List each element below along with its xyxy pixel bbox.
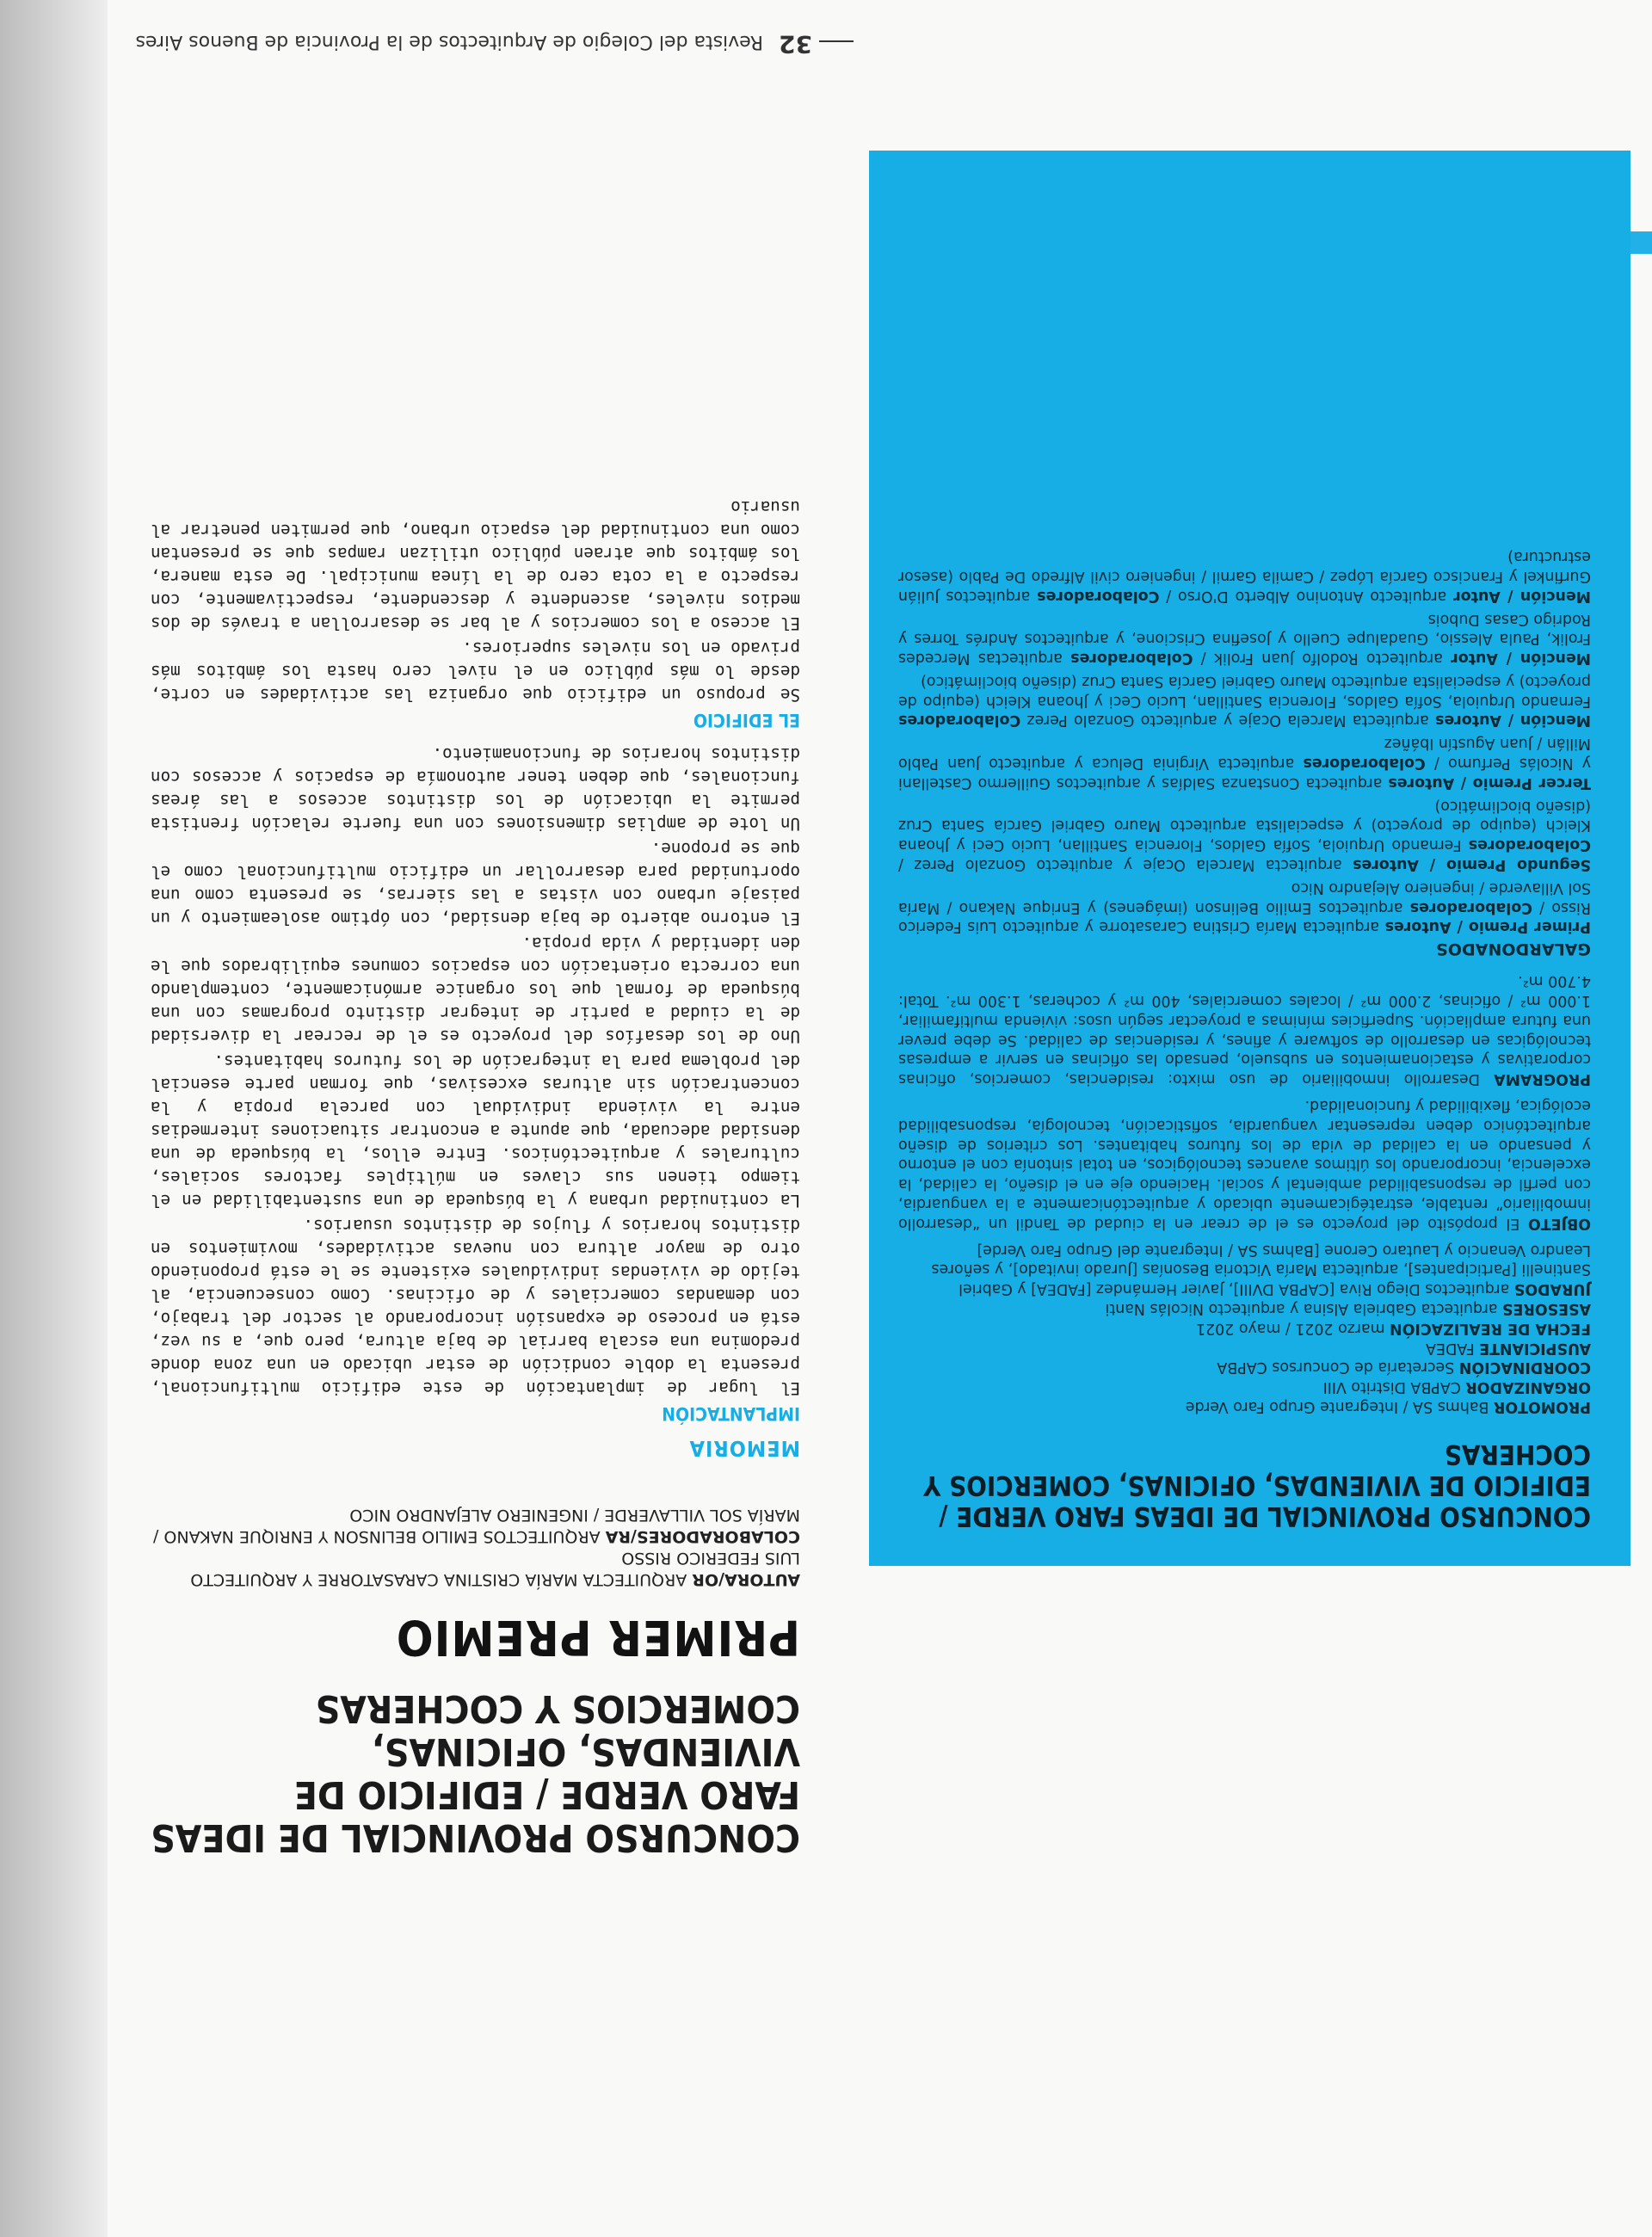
info-label: COORDINACIÓN xyxy=(1458,1359,1591,1377)
award-mention-1 xyxy=(898,671,1591,730)
info-box-title: CONCURSO PROVINCIAL DE IDEAS FARO VERDE / EDIFICIO DE VIVIENDAS, OFICINAS, COMERCIOS Y COCHERAS xyxy=(923,1439,1591,1531)
award-authors: arquitecta Marcela Ocaje y arquitecto Gonzalo Perez / xyxy=(898,856,1342,874)
credit-text: ARQUITECTOS EMILIO BELINSON Y ENRIQUE NAKANO / MARÍA SOL VILLAVERDE / INGENIERO ALEJANDRO NICO xyxy=(152,1506,800,1546)
info-value: arquitectos Diego Riva [CAPBA DVIII], Javier Hernández [FADEA] y Gabriel Santinelli [Participantes], arquitecta María Victoria Besonías [Jurado invitado], y señores Leandro Venancio y Lautaro Cerone [Bahms SA / Integrante del Grupo Faro Verde] xyxy=(931,1241,1591,1298)
award-authors: arquitecta María Cristina Carasatorre y arquitecto Luis Federico Risso / xyxy=(897,898,1591,936)
info-row-jurados xyxy=(898,1240,1591,1298)
award-third-prize xyxy=(898,734,1591,792)
article-column xyxy=(151,494,800,1858)
info-value: Secretaría de Concursos CAPBA xyxy=(1217,1359,1455,1377)
programa-paragraph xyxy=(898,971,1591,1088)
memoria-heading: MEMORIA xyxy=(688,1436,800,1461)
objeto-text: El propósito del proyecto es el de crear en la ciudad de Tandil un “desarrollo inmobiliario” rentable, estratégicamente ubicado y arquitectónicamente a la vanguardia, con perfil de responsabilidad ambiental y social. Haciendo eje en el diseño, la calidad, la excelencia, incorporando los últimos avances tecnológicos, en total sintonía con el entorno y pensando en la calidad de vida de los futuros habitantes. Los criterios de diseño arquitectónico deben representar vanguardia, sofisticación, tecnología, responsabilidad ecológica, flexibilidad y funcionalidad. xyxy=(898,1097,1591,1232)
info-label: ORGANIZADOR xyxy=(1465,1378,1591,1396)
award-collaborators: arquitectas Mercedes Frolik, Paula Alessio, Guadalupe Cuello y Josefina Criscione, y arquitectos Andrés Torres y Rodrigo Casas Dubois xyxy=(897,610,1591,668)
objeto-label: OBJETO xyxy=(1527,1214,1591,1232)
award-authors: arquitecta Constanza Saldías y arquitectos Guillermo Castellani y Nicolás Perfumo / xyxy=(898,755,1591,792)
award-collaborators: arquitectos Julián Gurfinkel y Francisco García López / Camila Garnil / ingeniero civil Alfredo De Pablo (asesor estructura) xyxy=(897,548,1591,605)
award-authors: arquitecto Rodolfo Juan Frolik / xyxy=(1200,650,1443,668)
award-collab-label: Colaboradores xyxy=(1037,587,1160,605)
award-mention-2 xyxy=(898,609,1591,668)
award-prize: Tercer Premio / Autores xyxy=(1388,773,1591,792)
credit-text: ARQUITECTA MARÍA CRISTINA CARASATORRE Y ARQUITECTO LUIS FEDERICO RISSO xyxy=(190,1549,800,1589)
info-value: FADEA xyxy=(1426,1339,1475,1357)
edificio-heading: EL EDIFICIO xyxy=(693,710,800,730)
award-prize: Mención / Autores xyxy=(1435,712,1591,730)
publication-name: Revista del Colegio de Arquitectos de la Provincia de Buenos Aires xyxy=(135,31,764,52)
info-label: FECHA DE REALIZACIÓN xyxy=(1390,1319,1591,1337)
award-second-prize xyxy=(898,796,1591,874)
competition-info-box xyxy=(869,151,1630,1566)
credit-collaborators xyxy=(151,1504,800,1547)
prize-heading: PRIMER PREMIO xyxy=(395,1609,800,1665)
page-footer xyxy=(135,30,854,59)
credit-label: AUTORA/OR xyxy=(692,1570,800,1589)
credit-label: COLABORADORES/RA xyxy=(605,1527,800,1546)
award-collab-label: Colaboradores xyxy=(1468,836,1591,854)
info-label: JURADOS xyxy=(1513,1280,1591,1298)
award-collaborators: arquitectos Emilio Belinson (imágenes) y Enrique Nakano / María Sol Villaverde / ingeniero Alejandro Nico xyxy=(898,878,1591,916)
info-value: arquitecta Gabriela Alsina y arquitecto Nicolás Nanti xyxy=(1105,1300,1498,1318)
body-paragraph: Se propuso un edificio que organiza las actividades en corte, desde lo más público en el nivel cero hasta los ámbitos más privado en los niveles superiores. xyxy=(151,638,800,705)
award-collaborators: Fernando Urquiola, Sofía Galdos, Florencia Santillan, Lucio Ceci y Jhoana Kleich (equipo de proyecto) y especialista arquitecto Mauro Gabriel García Santa Cruz (diseño bioclimático) xyxy=(898,672,1591,710)
info-row-asesores xyxy=(898,1298,1591,1318)
award-authors: arquitecto Antonino Alberto D'Orso / xyxy=(1166,587,1447,605)
programa-text: Desarrollo inmobiliario de uso mixto: residencias, comercios, oficinas corporativas y estacionamientos en subsuelo, pensado las oficinas en servir a empresas tecnológicas en desarrollo de software y afines, y residencias de calidad. Se debe prever una futura ampliación. Superficies mínimas a proyectar según usos: vivienda multifamiliar, 1.000 m² / oficinas, 2.000 m² / locales comerciales, 400 m² y cocheras, 1.300 m². Total: 4.700 m². xyxy=(898,972,1591,1088)
info-row-coordinacion xyxy=(898,1358,1591,1377)
body-paragraph: El entorno abierto de baja densidad, con óptimo asoleamiento y un paisaje urbano con vistas a las sierras, se presenta como una oportunidad para desarrollar un edificio multifuncional como el que se propone. xyxy=(151,839,800,928)
footer-rule xyxy=(819,40,854,42)
body-paragraph: Un lote de amplias dimensiones con una fuerte relación frentista permite la ubicación de los distintos accesos a las áreas funcionales, que deben tener autonomía de espacios y accesos con distintos horarios de funcionamiento. xyxy=(151,744,800,834)
implantacion-heading: IMPLANTACIÓN xyxy=(662,1403,800,1424)
body-paragraph: El acceso a los comercios y al bar se desarrollan a través de dos medios niveles, ascendente y descendente, respectivamente, con respecto a la cota cero de la línea municipal. De esta manera, los ámbitos que atraen público utilizan rampas que se presentan como una continuidad del espacio urbano, que permiten penetrar al usuario xyxy=(151,497,800,633)
award-collab-label: Colaboradores xyxy=(1303,755,1426,773)
award-first-prize xyxy=(898,878,1591,936)
programa-label: PROGRAMA xyxy=(1494,1070,1591,1088)
info-row-organizador xyxy=(898,1377,1591,1396)
award-authors: arquitecta Marcela Ocaje y arquitecto Gonzalo Perez xyxy=(1026,712,1429,730)
award-collab-label: Colaboradores xyxy=(898,712,1021,730)
body-paragraph: La continuidad urbana y la búsqueda de una sustentabilidad en el tiempo tienen sus claves en múltiples factores sociales, culturales y arquitectónicos. Entre ellos, la búsqueda de una densidad adecuada, que apunte a encontrar situaciones intermedias entre la vivienda individual con parcela propia y la concentración sin alturas excesivas, que forman parte esencial del problema para la integración de los futuros habitantes. xyxy=(151,1051,800,1211)
info-row-auspiciante xyxy=(898,1338,1591,1358)
award-prize: Primer Premio / Autores xyxy=(1384,918,1591,936)
award-collab-label: Colaboradores xyxy=(1409,898,1532,916)
info-label: AUSPICIANTE xyxy=(1479,1339,1591,1357)
award-prize: Mención / Autor xyxy=(1451,650,1591,668)
award-collaborators: arquitecta Virginia Deluca y arquitecto Juan Pablo Millán / Juan Agustín Ibáñez xyxy=(897,735,1591,773)
info-row-fecha xyxy=(898,1318,1591,1338)
info-label: PROMOTOR xyxy=(1493,1398,1591,1415)
info-row-promotor xyxy=(898,1396,1591,1416)
award-mention-3 xyxy=(898,546,1591,605)
body-paragraph: El lugar de implantación de este edificio multifuncional, presenta la doble condición de estar ubicado en una zona donde predomina una escala barrial de baja altura, pero que, a su vez, está en proceso de expansión incorporando al sector del trabajo, con demandas comerciales y de oficinas. Como consecuencia, al tejido de viviendas individuales existente se le está proponiendo otro de mayor altura con nuevas actividades, movimientos en distintos horarios y flujos de distintos usuarios. xyxy=(151,1216,800,1398)
credit-authors xyxy=(151,1547,800,1590)
info-value: marzo 2021 / mayo 2021 xyxy=(1196,1319,1385,1337)
info-label: ASESORES xyxy=(1502,1300,1591,1318)
galardonados-heading: GALARDONADOS xyxy=(1436,940,1591,959)
info-value: CAPBA Distrito VIII xyxy=(1322,1378,1461,1396)
info-value: Bahms SA / Integrante Grupo Faro Verde xyxy=(1185,1398,1489,1415)
award-prize: Mención / Autor xyxy=(1453,587,1591,605)
article-title: CONCURSO PROVINCIAL DE IDEAS FARO VERDE / EDIFICIO DE VIVIENDAS, OFICINAS, COMERCIOS Y COCHERAS xyxy=(151,1686,800,1859)
page-number: 32 xyxy=(779,30,812,59)
objeto-paragraph xyxy=(898,1095,1591,1233)
binding-spine xyxy=(0,0,108,2237)
award-collaborators: Fernando Urquiola, Sofía Galdos, Florencia Santillan, Lucio Ceci y Jhoana Kleich (equipo de proyecto) y especialista arquitecto Mauro Gabriel García Santa Cruz (diseño bioclimático) xyxy=(898,797,1591,854)
award-collab-label: Colaboradores xyxy=(1070,650,1193,668)
body-paragraph: Uno de los desafíos del proyecto es el de recrear la diversidad de la ciudad a partir de integrar distinto programas con una búsqueda de formal que los organice armónicamente, contemplando una correcta orientación con espacios comunes equilibrados que le den identidad y vida propia. xyxy=(151,934,800,1046)
award-prize: Segundo Premio / Autores xyxy=(1353,856,1591,874)
